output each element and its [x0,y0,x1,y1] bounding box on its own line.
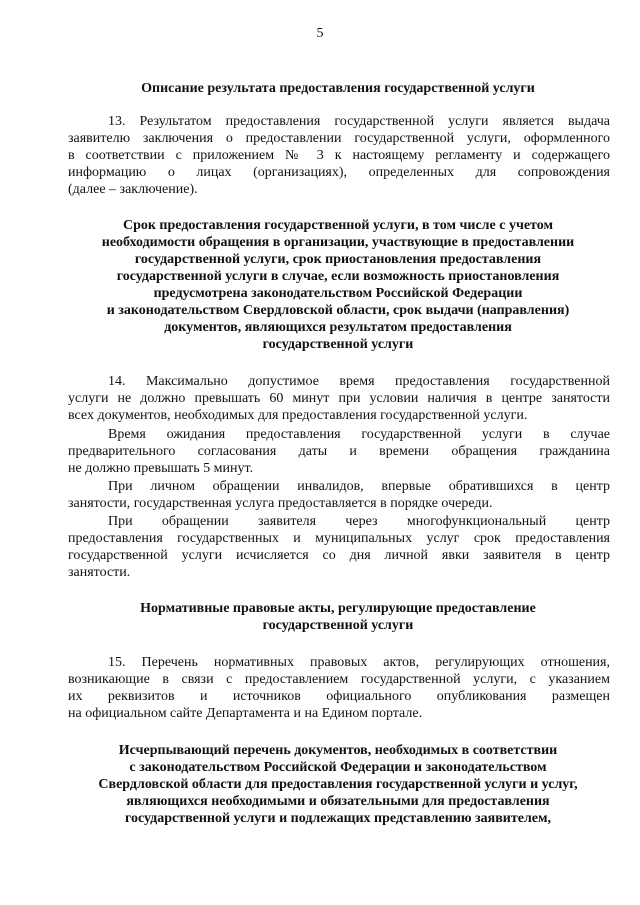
heading-line: государственной услуги и подлежащих представлению заявителем, [124,811,552,826]
paragraph-line: возникающие в связи с предоставлением государственной услуги, с указанием [68,672,610,687]
paragraph-line: При обращении заявителя через многофункциональный центр [108,514,610,529]
heading-line: государственной услуги, срок приостановления предоставления [134,252,542,267]
paragraph-line: занятости, государственная услуга предоставляется в порядке очереди. [68,496,493,511]
paragraph-line: информацию о лицах (организациях), определенных для сопровождения [68,165,610,180]
paragraph-waiting-time [68,426,610,477]
paragraph-line: Время ожидания предоставления государственной услуги в случае [108,427,610,442]
section-heading-legal-acts [58,600,618,634]
heading-line: необходимости обращения в организации, участвующие в предоставлении [101,235,575,250]
paragraph-line: на официальном сайте Департамента и на Едином портале. [68,706,423,721]
heading-line: и законодательством Свердловской области, срок выдачи (направления) [106,303,570,318]
heading-line: являющихся необходимыми и обязательными для предоставления [126,794,550,809]
paragraph-line: заявителю заключения о предоставлении государственной услуги, оформленного [68,131,610,146]
paragraph-mfc [68,513,610,581]
section-heading-term [58,217,618,353]
heading-line: государственной услуги [262,337,414,352]
paragraph-line: занятости. [68,565,131,580]
paragraph-line: (далее – заключение). [68,182,198,197]
paragraph-line: предварительного согласования даты и времени обращения гражданина [68,444,610,459]
paragraph-line: предоставления государственных и муниципальных услуг срок предоставления [68,531,610,546]
paragraph-line: услуги не должно превышать 60 минут при условии наличия в центре занятости [68,391,610,406]
paragraph-line: всех документов, необходимых для предоставления государственной услуги. [68,408,528,423]
paragraph-line: 15. Перечень нормативных правовых актов, регулирующих отношения, [108,655,610,670]
paragraph-line: 14. Максимально допустимое время предоставления государственной [108,374,610,389]
heading-line: государственной услуги в случае, если возможность приостановления [116,269,560,284]
paragraph-13 [68,113,610,198]
paragraph-line: в соответствии с приложением № 3 к настоящему регламенту и содержащего [68,148,610,163]
heading-line: Исчерпывающий перечень документов, необходимых в соответствии [118,743,558,758]
section-heading-result [58,80,618,97]
paragraph-line: государственной услуги исчисляется со дня личной явки заявителя в центр [68,548,610,563]
paragraph-disabled-persons [68,478,610,512]
heading-line: с законодательством Российской Федерации и законодательством [129,760,547,775]
paragraph-line: 13. Результатом предоставления государственной услуги является выдача [108,114,610,129]
heading-line: Нормативные правовые акты, регулирующие предоставление [140,601,536,616]
heading-line: Описание результата предоставления государственной услуги [141,81,535,96]
heading-line: государственной услуги [262,618,414,633]
section-heading-documents [58,742,618,827]
paragraph-line: При личном обращении инвалидов, впервые обратившихся в центр [108,479,610,494]
heading-line: документов, являющихся результатом предоставления [164,320,512,335]
heading-line: Свердловской области для предоставления государственной услуги и услуг, [98,777,578,792]
heading-line: предусмотрена законодательством Российской Федерации [153,286,523,301]
paragraph-line: их реквизитов и источников официального опубликования размещен [68,689,610,704]
heading-line: Срок предоставления государственной услуги, в том числе с учетом [122,218,554,233]
page-number: 5 [316,26,324,41]
paragraph-14 [68,373,610,424]
paragraph-line: не должно превышать 5 минут. [68,461,254,476]
paragraph-15 [68,654,610,722]
